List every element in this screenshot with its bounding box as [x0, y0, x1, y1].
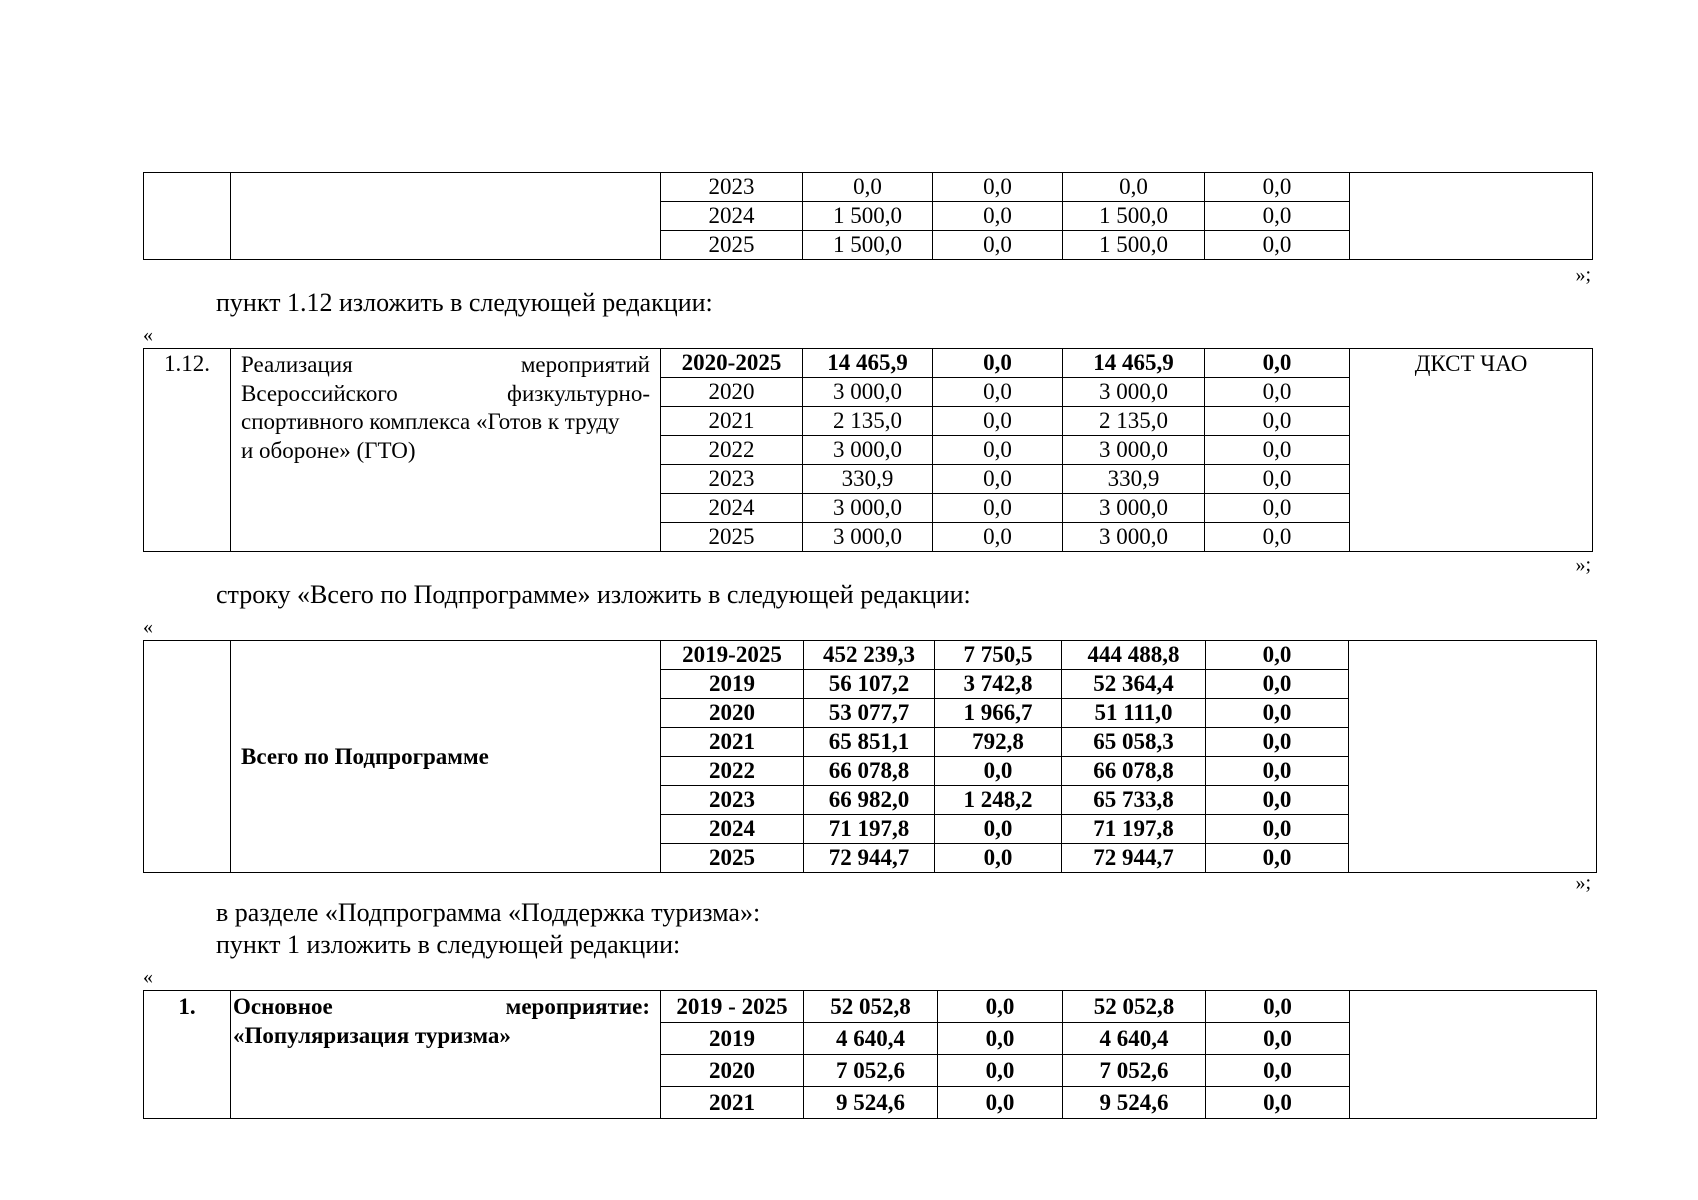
okrug-cell: 3 000,0	[1063, 494, 1205, 523]
total-cell: 330,9	[803, 465, 933, 494]
other-cell: 0,0	[1205, 523, 1350, 552]
other-cell: 0,0	[1206, 670, 1349, 699]
fed-cell: 0,0	[938, 1055, 1063, 1087]
total-cell: 4 640,4	[804, 1023, 938, 1055]
other-cell: 0,0	[1205, 378, 1350, 407]
table-tourism-item-1	[143, 990, 1597, 1119]
name-line	[233, 993, 650, 1022]
year-cell: 2024	[661, 202, 803, 231]
other-cell: 0,0	[1206, 699, 1349, 728]
year-cell: 2019	[661, 670, 804, 699]
name-line: «Популяризация туризма»	[233, 1022, 511, 1048]
fed-cell: 0,0	[935, 815, 1062, 844]
total-cell: 3 000,0	[803, 523, 933, 552]
total-cell: 3 000,0	[803, 436, 933, 465]
okrug-cell: 51 111,0	[1062, 699, 1206, 728]
other-cell: 0,0	[1206, 815, 1349, 844]
paragraph-text: в разделе «Подпрограмма «Поддержка туризма»:	[216, 898, 761, 927]
paragraph-text: пункт 1 изложить в следующей редакции:	[216, 930, 681, 959]
other-cell: 0,0	[1206, 1055, 1350, 1087]
total-cell: 65 851,1	[804, 728, 935, 757]
fed-cell: 0,0	[938, 1087, 1063, 1119]
total-cell: 1 500,0	[803, 202, 933, 231]
year-cell: 2024	[661, 815, 804, 844]
fed-cell: 0,0	[933, 349, 1063, 378]
okrug-cell: 1 500,0	[1063, 231, 1205, 260]
other-cell: 0,0	[1206, 728, 1349, 757]
year-cell: 2025	[661, 844, 804, 873]
name-word: Всероссийского	[241, 380, 398, 406]
year-cell: 2020	[661, 378, 803, 407]
paragraph-text: пункт 1.12 изложить в следующей редакции:	[216, 288, 713, 317]
opening-quote: «	[143, 616, 153, 638]
name-line	[241, 380, 650, 409]
executor-cell	[1349, 641, 1597, 873]
executor-cell: ДКСТ ЧАО	[1350, 349, 1593, 552]
item-name	[231, 349, 661, 552]
other-cell: 0,0	[1206, 641, 1349, 670]
total-cell: 3 000,0	[803, 494, 933, 523]
total-cell: 14 465,9	[803, 349, 933, 378]
paragraph-text: строку «Всего по Подпрограмме» изложить в следующей редакции:	[216, 580, 971, 609]
okrug-cell: 9 524,6	[1063, 1087, 1206, 1119]
table-row	[144, 349, 1593, 378]
table-item-1-12	[143, 348, 1593, 552]
name-line	[241, 351, 650, 380]
year-cell: 2022	[661, 436, 803, 465]
other-cell: 0,0	[1205, 436, 1350, 465]
name-word: Реализация	[241, 352, 353, 377]
other-cell: 0,0	[1206, 757, 1349, 786]
num-cell	[144, 173, 231, 260]
total-cell: 56 107,2	[804, 670, 935, 699]
fed-cell: 0,0	[933, 173, 1063, 202]
total-cell: 7 052,6	[804, 1055, 938, 1087]
total-cell: 452 239,3	[804, 641, 935, 670]
okrug-cell: 65 733,8	[1062, 786, 1206, 815]
table-subprogram-total	[143, 640, 1597, 873]
name-line: спортивного комплекса «Готов к труду	[241, 409, 620, 434]
name-cell	[231, 173, 661, 260]
item-number: 1.12.	[144, 349, 231, 552]
year-cell: 2023	[661, 173, 803, 202]
year-cell: 2020-2025	[661, 349, 803, 378]
fed-cell: 0,0	[933, 407, 1063, 436]
other-cell: 0,0	[1206, 786, 1349, 815]
item-name	[231, 991, 661, 1119]
okrug-cell: 1 500,0	[1063, 202, 1205, 231]
year-cell: 2023	[661, 786, 804, 815]
year-cell: 2019	[661, 1023, 804, 1055]
year-cell: 2019 - 2025	[661, 991, 804, 1023]
name-word: мероприятий	[520, 352, 650, 377]
year-cell: 2022	[661, 757, 804, 786]
okrug-cell: 7 052,6	[1063, 1055, 1206, 1087]
okrug-cell: 66 078,8	[1062, 757, 1206, 786]
closing-quote: »;	[1575, 872, 1591, 894]
other-cell: 0,0	[1205, 173, 1350, 202]
table-row	[144, 641, 1597, 670]
okrug-cell: 65 058,3	[1062, 728, 1206, 757]
fed-cell: 0,0	[933, 231, 1063, 260]
name-word: Основное	[233, 994, 333, 1019]
okrug-cell: 3 000,0	[1063, 378, 1205, 407]
fed-cell: 0,0	[933, 436, 1063, 465]
okrug-cell: 3 000,0	[1063, 523, 1205, 552]
total-cell: 66 078,8	[804, 757, 935, 786]
fed-cell: 0,0	[938, 1023, 1063, 1055]
fed-cell: 1 248,2	[935, 786, 1062, 815]
closing-quote: »;	[1575, 264, 1591, 286]
year-cell: 2025	[661, 231, 803, 260]
okrug-cell: 71 197,8	[1062, 815, 1206, 844]
fed-cell: 1 966,7	[935, 699, 1062, 728]
year-cell: 2021	[661, 728, 804, 757]
year-cell: 2021	[661, 1087, 804, 1119]
fed-cell: 7 750,5	[935, 641, 1062, 670]
okrug-cell: 444 488,8	[1062, 641, 1206, 670]
num-cell	[144, 641, 231, 873]
fed-cell: 0,0	[933, 378, 1063, 407]
total-cell: 3 000,0	[803, 378, 933, 407]
okrug-cell: 0,0	[1063, 173, 1205, 202]
total-cell: 53 077,7	[804, 699, 935, 728]
year-cell: 2024	[661, 494, 803, 523]
total-cell: 52 052,8	[804, 991, 938, 1023]
other-cell: 0,0	[1205, 231, 1350, 260]
fed-cell: 0,0	[933, 494, 1063, 523]
total-cell: 1 500,0	[803, 231, 933, 260]
fed-cell: 792,8	[935, 728, 1062, 757]
total-cell: 71 197,8	[804, 815, 935, 844]
year-cell: 2020	[661, 1055, 804, 1087]
total-cell: 9 524,6	[804, 1087, 938, 1119]
fed-cell: 0,0	[933, 202, 1063, 231]
other-cell: 0,0	[1206, 844, 1349, 873]
okrug-cell: 14 465,9	[1063, 349, 1205, 378]
table-row	[144, 991, 1597, 1023]
okrug-cell: 2 135,0	[1063, 407, 1205, 436]
other-cell: 0,0	[1205, 407, 1350, 436]
other-cell: 0,0	[1205, 202, 1350, 231]
okrug-cell: 4 640,4	[1063, 1023, 1206, 1055]
other-cell: 0,0	[1206, 991, 1350, 1023]
opening-quote: «	[143, 324, 153, 346]
total-cell: 0,0	[803, 173, 933, 202]
fed-cell: 0,0	[938, 991, 1063, 1023]
okrug-cell: 3 000,0	[1063, 436, 1205, 465]
item-number: 1.	[144, 991, 231, 1119]
closing-quote: »;	[1575, 554, 1591, 576]
okrug-cell: 52 364,4	[1062, 670, 1206, 699]
executor-cell	[1350, 991, 1597, 1119]
fed-cell: 0,0	[933, 465, 1063, 494]
year-cell: 2025	[661, 523, 803, 552]
table-continuation	[143, 172, 1593, 260]
okrug-cell: 72 944,7	[1062, 844, 1206, 873]
fed-cell: 0,0	[935, 844, 1062, 873]
opening-quote: «	[143, 966, 153, 988]
other-cell: 0,0	[1205, 494, 1350, 523]
okrug-cell: 330,9	[1063, 465, 1205, 494]
total-label: Всего по Подпрограмме	[231, 641, 661, 873]
year-cell: 2020	[661, 699, 804, 728]
other-cell: 0,0	[1205, 349, 1350, 378]
total-cell: 2 135,0	[803, 407, 933, 436]
total-cell: 66 982,0	[804, 786, 935, 815]
year-cell: 2019-2025	[661, 641, 804, 670]
year-cell: 2021	[661, 407, 803, 436]
other-cell: 0,0	[1205, 465, 1350, 494]
other-cell: 0,0	[1206, 1087, 1350, 1119]
fed-cell: 3 742,8	[935, 670, 1062, 699]
total-cell: 72 944,7	[804, 844, 935, 873]
name-line: и обороне» (ГТО)	[241, 437, 416, 463]
executor-cell	[1350, 173, 1593, 260]
name-word: физкультурно-	[507, 380, 650, 406]
fed-cell: 0,0	[933, 523, 1063, 552]
fed-cell: 0,0	[935, 757, 1062, 786]
table-row	[144, 173, 1593, 202]
name-word: мероприятие:	[505, 994, 650, 1019]
other-cell: 0,0	[1206, 1023, 1350, 1055]
okrug-cell: 52 052,8	[1063, 991, 1206, 1023]
year-cell: 2023	[661, 465, 803, 494]
